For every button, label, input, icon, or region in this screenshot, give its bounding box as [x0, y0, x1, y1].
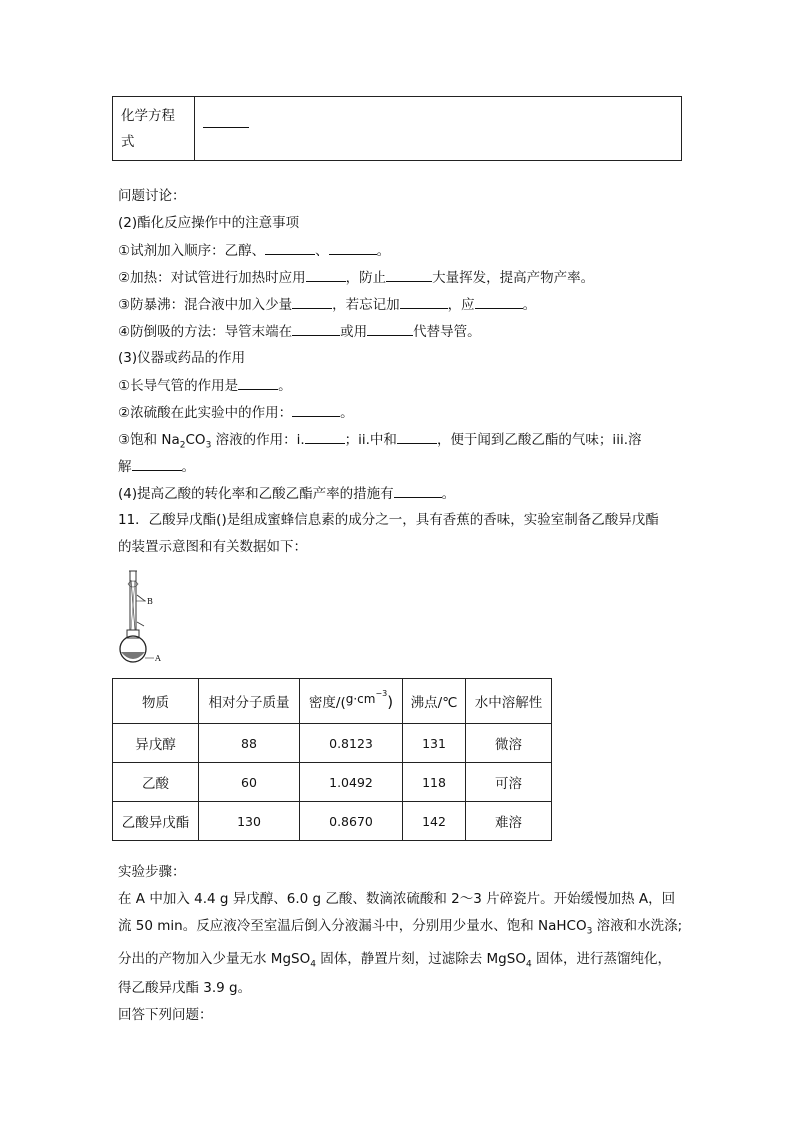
- answer-blank[interactable]: [386, 267, 432, 282]
- header-boiling-point: 沸点/℃: [403, 679, 466, 724]
- answer-blank[interactable]: [238, 375, 278, 390]
- q3-item3-cont: 解 。: [118, 456, 195, 477]
- problem11-intro1: 11．乙酸异戊酯()是组成蜜蜂信息素的成分之一，具有香蕉的香味，实验室制备乙酸异戊酯: [118, 512, 659, 528]
- discussion-heading: 问题讨论：: [118, 188, 186, 204]
- label-a: A: [155, 654, 161, 663]
- q3-item2: ②浓硫酸在此实验中的作用： 。: [118, 402, 354, 423]
- answer-blank[interactable]: [203, 127, 249, 128]
- steps-line3: 分出的产物加入少量无水 MgSO$_4$ 固体，静置片刻，过滤除去 MgSO$_4$ 固体，进行蒸馏纯化，: [118, 951, 671, 970]
- data-table: [112, 678, 552, 841]
- q2-item1: ①试剂加入顺序：乙醇、 、 。: [118, 240, 390, 261]
- cell-boiling-point: 142: [403, 802, 466, 841]
- q3-title: (3)仪器或药品的作用: [118, 350, 246, 366]
- q2-title: (2)酯化反应操作中的注意事项: [118, 215, 300, 231]
- answer-blank[interactable]: [367, 321, 413, 336]
- answer-blank[interactable]: [292, 321, 340, 336]
- steps-line1: 在 A 中加入 4.4 g 异戊醇、6.0 g 乙酸、数滴浓硫酸和 2～3 片碎瓷片。开始缓慢加热 A，回: [118, 891, 676, 907]
- answer-blank[interactable]: [265, 240, 315, 255]
- cell-substance: 乙酸异戊酯: [113, 802, 199, 841]
- cell-substance: 乙酸: [113, 763, 199, 802]
- q3-item1: ①长导气管的作用是 。: [118, 375, 292, 396]
- table-row: [113, 763, 552, 802]
- equation-label-line1: 化学方程: [121, 108, 175, 124]
- answer-blank[interactable]: [475, 294, 523, 309]
- q3-item3: ③饱和 $Na_2CO_3$ 溶液的作用：i. ；ii.中和 ，便于闻到乙酸乙酯的气味；iii.溶: [118, 429, 641, 456]
- answer-blank[interactable]: [292, 402, 340, 417]
- cell-density: 1.0492: [300, 763, 403, 802]
- steps-line2: 流 50 min。反应液冷至室温后倒入分液漏斗中，分别用少量水、饱和 NaHCO$_3$ 溶液和水洗涤;: [118, 918, 683, 937]
- header-substance: 物质: [113, 679, 199, 724]
- table-row: [113, 724, 552, 763]
- cell-boiling-point: 131: [403, 724, 466, 763]
- answer-blank[interactable]: [400, 294, 448, 309]
- header-molar-mass: 相对分子质量: [199, 679, 300, 724]
- cell-molar-mass: 130: [199, 802, 300, 841]
- q2-item2: ②加热：对试管进行加热时应用 ，防止 大量挥发，提高产物产率。: [118, 267, 594, 288]
- answer-blank[interactable]: [292, 294, 332, 309]
- cell-density: 0.8123: [300, 724, 403, 763]
- answer-blank[interactable]: [132, 456, 182, 471]
- answer-blank[interactable]: [329, 240, 377, 255]
- answer-blank[interactable]: [305, 429, 345, 444]
- header-density: 密度$/(g\cdot cm^{-3})$: [300, 679, 403, 724]
- problem11-intro2: 的装置示意图和有关数据如下：: [118, 539, 307, 555]
- answer-blank[interactable]: [394, 483, 442, 498]
- steps-line5: 回答下列问题：: [118, 1007, 213, 1023]
- equation-table: [112, 96, 682, 161]
- cell-solubility: 微溶: [466, 724, 552, 763]
- answer-blank[interactable]: [306, 267, 346, 282]
- cell-solubility: 可溶: [466, 763, 552, 802]
- equation-answer-cell: [195, 97, 681, 160]
- table-row: [113, 802, 552, 841]
- cell-solubility: 难溶: [466, 802, 552, 841]
- cell-molar-mass: 88: [199, 724, 300, 763]
- equation-label-cell: [113, 97, 195, 160]
- q4: (4)提高乙酸的转化率和乙酸乙酯产率的措施有 。: [118, 483, 455, 504]
- q2-item3: ③防暴沸：混合液中加入少量 ，若忘记加 ，应 。: [118, 294, 536, 315]
- q2-item4: ④防倒吸的方法：导管末端在 或用 代替导管。: [118, 321, 481, 342]
- cell-molar-mass: 60: [199, 763, 300, 802]
- steps-line4: 得乙酸异戊酯 3.9 g。: [118, 980, 252, 996]
- steps-heading: 实验步骤：: [118, 864, 186, 880]
- cell-density: 0.8670: [300, 802, 403, 841]
- label-b: B: [147, 597, 153, 606]
- answer-blank[interactable]: [397, 429, 437, 444]
- header-solubility: 水中溶解性: [466, 679, 552, 724]
- equation-label-line2: 式: [121, 134, 135, 150]
- cell-boiling-point: 118: [403, 763, 466, 802]
- apparatus-diagram: [112, 570, 172, 670]
- cell-substance: 异戊醇: [113, 724, 199, 763]
- table-header-row: [113, 679, 552, 724]
